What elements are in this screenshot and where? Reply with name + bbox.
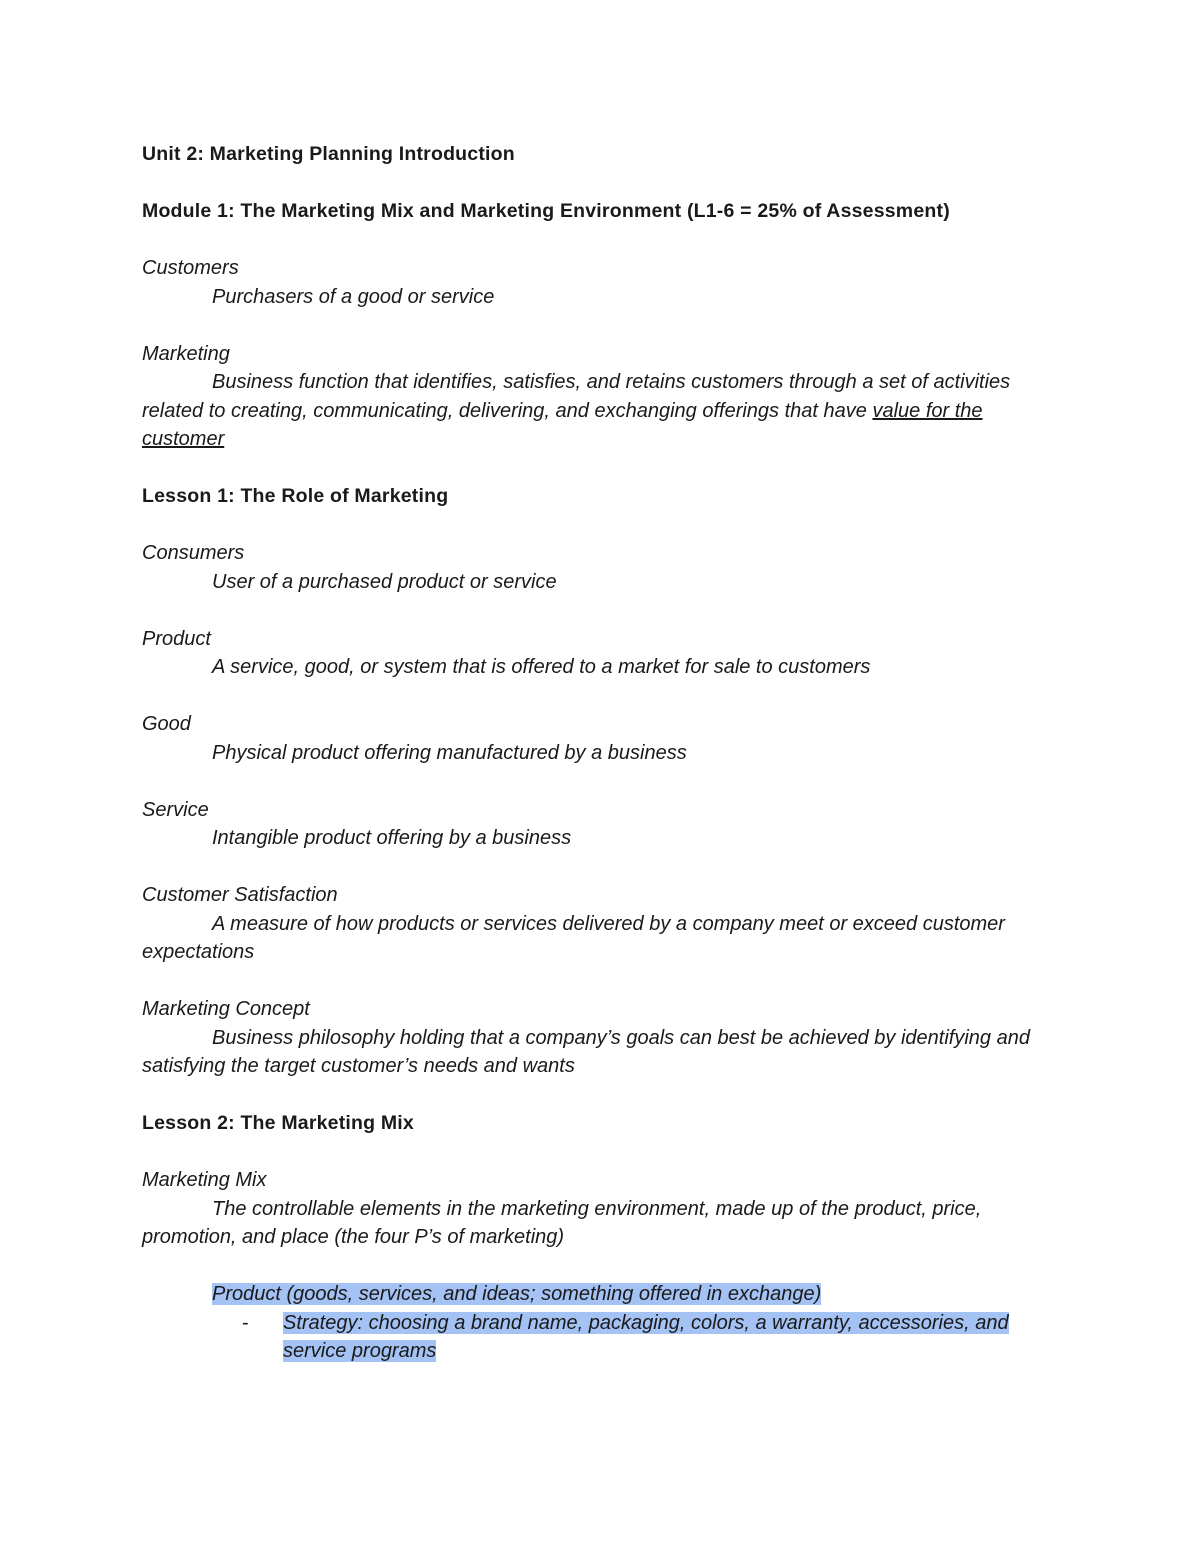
mix-item-product (142, 1280, 1060, 1309)
term-customer-satisfaction: Customer Satisfaction (142, 884, 338, 906)
lesson1-title: Lesson 1: The Role of Marketing (142, 485, 449, 507)
document-page (142, 140, 1060, 1366)
definition-service: Intangible product offering by a business (212, 827, 572, 849)
bullet-dash-icon: - (242, 1311, 249, 1334)
unit-title: Unit 2: Marketing Planning Introduction (142, 143, 515, 165)
definition-customers: Purchasers of a good or service (212, 285, 495, 308)
definition-good: Physical product offering manufactured by a business (212, 741, 687, 764)
definition-product: A service, good, or system that is offered to a market for sale to customers (212, 656, 871, 678)
definition-marketing-underlined: value for the customer (142, 399, 983, 450)
lesson2-title: Lesson 2: The Marketing Mix (142, 1112, 414, 1134)
mix-item-bullet-text: Strategy: choosing a brand name, packaging, colors, a warranty, accessories, and service programs (283, 1311, 1009, 1362)
term-consumers: Consumers (142, 542, 245, 564)
definition-consumers: User of a purchased product or service (212, 570, 557, 593)
module-title: Module 1: The Marketing Mix and Marketing Environment (L1-6 = 25% of Assessment) (142, 200, 950, 222)
term-customers: Customers (142, 257, 239, 279)
term-service: Service (142, 798, 209, 821)
mix-item-bullet-wrapper (283, 1309, 1060, 1366)
term-marketing: Marketing (142, 342, 230, 365)
term-marketing-mix: Marketing Mix (142, 1169, 267, 1191)
definition-marketing-mix: The controllable elements in the marketing environment, made up of the product, price, promotion, and place (the four P’s of marketing) (142, 1197, 982, 1248)
definition-marketing (142, 368, 1060, 454)
term-product: Product (142, 627, 211, 650)
term-good: Good (142, 713, 191, 735)
mix-item-bullet (142, 1309, 1060, 1366)
term-marketing-concept: Marketing Concept (142, 998, 310, 1020)
definition-marketing-text: Business function that identifies, satisfies, and retains customers through a set of activities related to creating, communicating, delivering, and exchanging offerings that have (142, 371, 1011, 422)
mix-item-product-text: Product (goods, services, and ideas; something offered in exchange) (212, 1283, 822, 1305)
definition-customer-satisfaction: A measure of how products or services delivered by a company meet or exceed customer expectations (142, 912, 1005, 963)
definition-marketing-concept: Business philosophy holding that a company’s goals can best be achieved by identifying and satisfying the target customer’s needs and wants (142, 1026, 1030, 1077)
